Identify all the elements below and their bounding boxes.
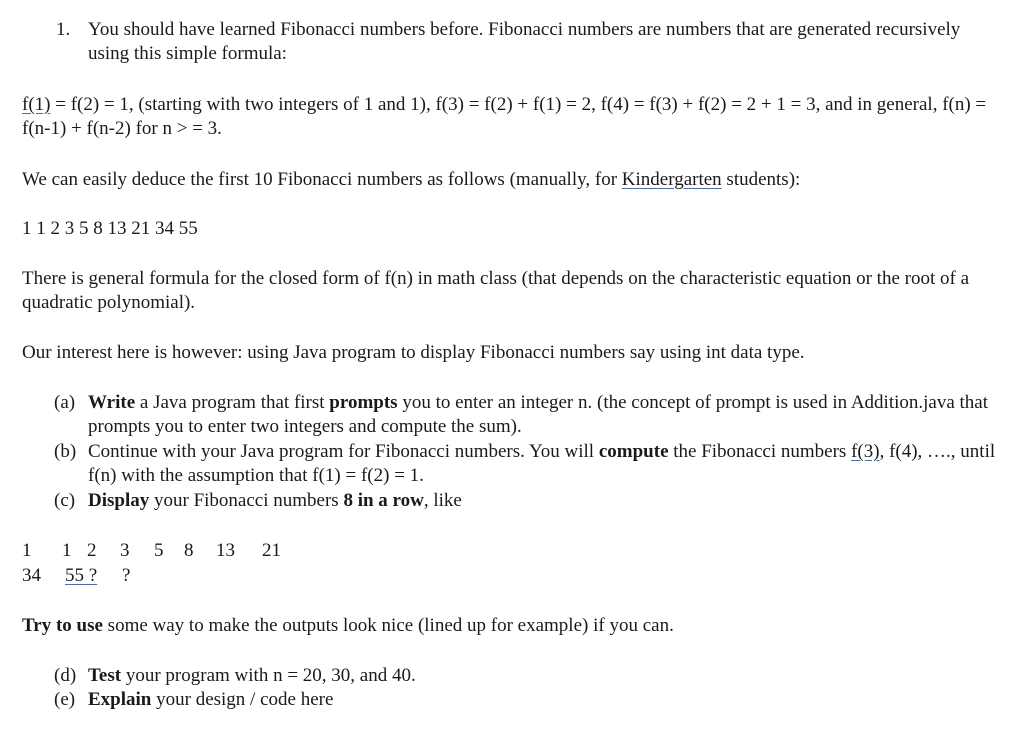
item-a-label: (a) bbox=[54, 392, 76, 413]
try-line bbox=[22, 614, 1007, 638]
item-a-text bbox=[88, 391, 1014, 439]
output-cell: 34 bbox=[22, 565, 41, 586]
output-cell-55-link[interactable]: 55 ? bbox=[65, 565, 98, 586]
output-cell: 2 bbox=[87, 540, 97, 561]
try-line-bold: Try to use bbox=[22, 615, 103, 636]
output-cell: 13 bbox=[216, 540, 235, 561]
output-cell: 8 bbox=[184, 540, 194, 561]
question-number: 1. bbox=[56, 19, 71, 40]
output-cell: 1 bbox=[22, 540, 32, 561]
item-b-text-2: the Fibonacci numbers bbox=[668, 441, 852, 462]
output-cell: 5 bbox=[154, 540, 164, 561]
output-cell: 3 bbox=[120, 540, 130, 561]
item-b-f3-link[interactable]: f(3) bbox=[851, 441, 880, 462]
interest-paragraph: Our interest here is however: using Java program to display Fibonacci numbers say using int data type. bbox=[22, 342, 805, 363]
item-c-bold-8-in-a-row: 8 in a row bbox=[343, 490, 424, 511]
item-b-text-3: , f(4), …., until f(n) with the assumption that f(1) = f(2) = 1. bbox=[88, 441, 996, 486]
item-c-label: (c) bbox=[54, 490, 76, 511]
fibonacci-sequence: 1 1 2 3 5 8 13 21 34 55 bbox=[22, 218, 198, 239]
output-cell: ? bbox=[122, 565, 131, 586]
output-row-1 bbox=[22, 539, 281, 563]
formula-paragraph bbox=[22, 93, 1007, 141]
item-b-text-1: Continue with your Java program for Fibonacci numbers. You will bbox=[88, 441, 599, 462]
item-a-text-2: you to enter an integer n. (the concept of prompt is used in Addition.java that prompts you to enter two integers and compute the sum). bbox=[88, 392, 989, 437]
item-e-bold-explain: Explain bbox=[88, 689, 152, 710]
output-row-2 bbox=[22, 564, 130, 588]
formula-f1-link[interactable]: f(1) bbox=[22, 94, 51, 115]
question-intro: You should have learned Fibonacci numbers before. Fibonacci numbers are numbers that are generated recursively using this simple formula: bbox=[88, 19, 961, 64]
deduce-text-after: students): bbox=[721, 169, 801, 190]
item-d-label: (d) bbox=[54, 665, 77, 686]
item-a-bold-write: Write bbox=[88, 392, 136, 413]
item-c-text bbox=[88, 489, 1014, 513]
closed-form-paragraph: There is general formula for the closed form of f(n) in math class (that depends on the characteristic equation or the root of a quadratic polynomial). bbox=[22, 268, 970, 313]
item-d-text-1: your program with n = 20, 30, and 40. bbox=[121, 665, 416, 686]
item-c-text-2: , like bbox=[423, 490, 462, 511]
output-cell: 21 bbox=[262, 540, 281, 561]
item-b-label: (b) bbox=[54, 441, 77, 462]
item-e-label: (e) bbox=[54, 689, 76, 710]
output-cell: 1 bbox=[62, 540, 72, 561]
try-line-text: some way to make the outputs look nice (lined up for example) if you can. bbox=[102, 615, 674, 636]
item-d-text bbox=[88, 664, 1014, 688]
item-a-text-1: a Java program that first bbox=[135, 392, 330, 413]
item-b-bold-compute: compute bbox=[598, 441, 669, 462]
item-c-text-1: your Fibonacci numbers bbox=[149, 490, 344, 511]
item-b-text bbox=[88, 440, 1014, 488]
formula-text: = f(2) = 1, (starting with two integers of 1 and 1), f(3) = f(2) + f(1) = 2, f(4) = f(3) + f(2) = 2 + 1 = 3, and in general, f(n) = f(n-1) + f(n-2) for n > = 3. bbox=[22, 94, 987, 139]
item-e-text-1: your design / code here bbox=[151, 689, 334, 710]
deduce-paragraph bbox=[22, 168, 1007, 192]
deduce-text-before: We can easily deduce the first 10 Fibonacci numbers as follows (manually, for bbox=[22, 169, 622, 190]
kindergarten-link[interactable]: Kindergarten bbox=[621, 169, 722, 190]
item-c-bold-display: Display bbox=[88, 490, 150, 511]
item-d-bold-test: Test bbox=[88, 665, 122, 686]
item-a-bold-prompts: prompts bbox=[329, 392, 398, 413]
item-e-text bbox=[88, 688, 1014, 712]
